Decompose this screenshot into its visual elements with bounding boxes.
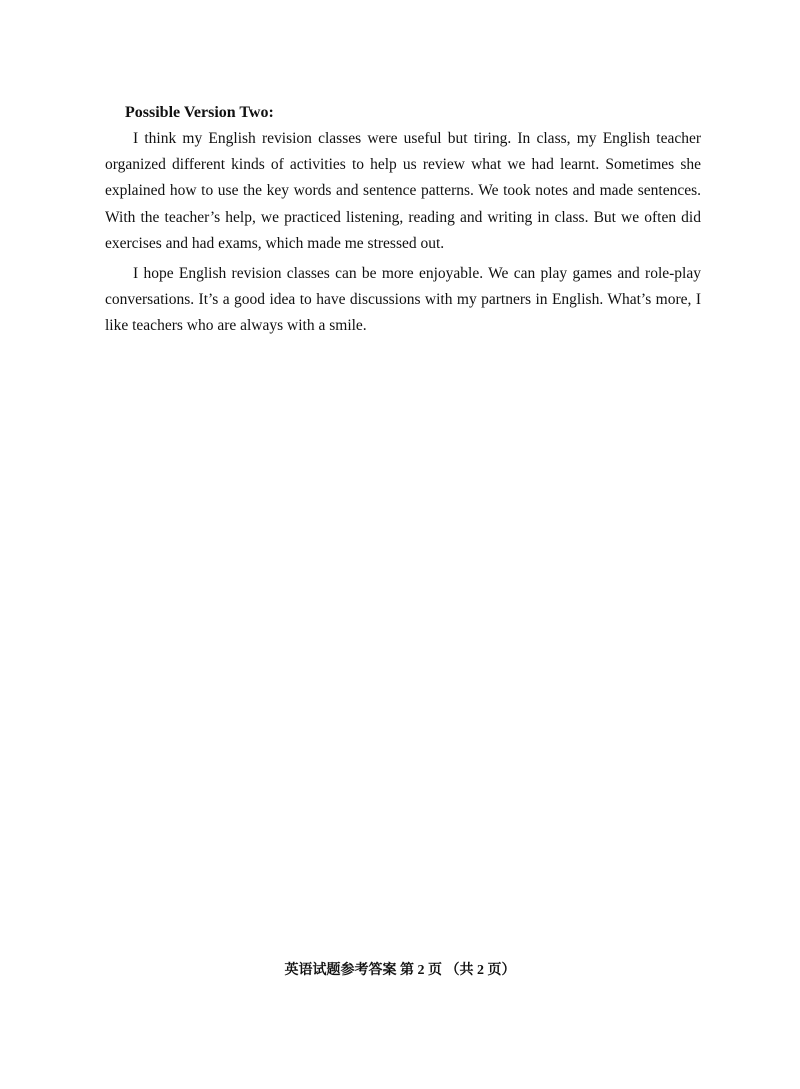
essay-body — [105, 100, 701, 344]
section-heading: Possible Version Two: — [125, 104, 274, 121]
paragraph-2: I hope English revision classes can be more enjoyable. We can play games and role-play conversations. It’s a good idea to have discussions with my partners in English. What’s more, I like teachers who are always with a smile. — [105, 265, 701, 335]
paragraph-1: I think my English revision classes were useful but tiring. In class, my English teacher organized different kinds of activities to help us review what we had learnt. Sometimes she explained how to use the key words and sentence patterns. We took notes and made sentences. With the teacher’s help, we practiced listening, reading and writing in class. But we often did exercises and had exams, which made me stressed out. — [105, 130, 701, 252]
page-footer: 英语试题参考答案 第 2 页 （共 2 页） — [284, 963, 516, 978]
